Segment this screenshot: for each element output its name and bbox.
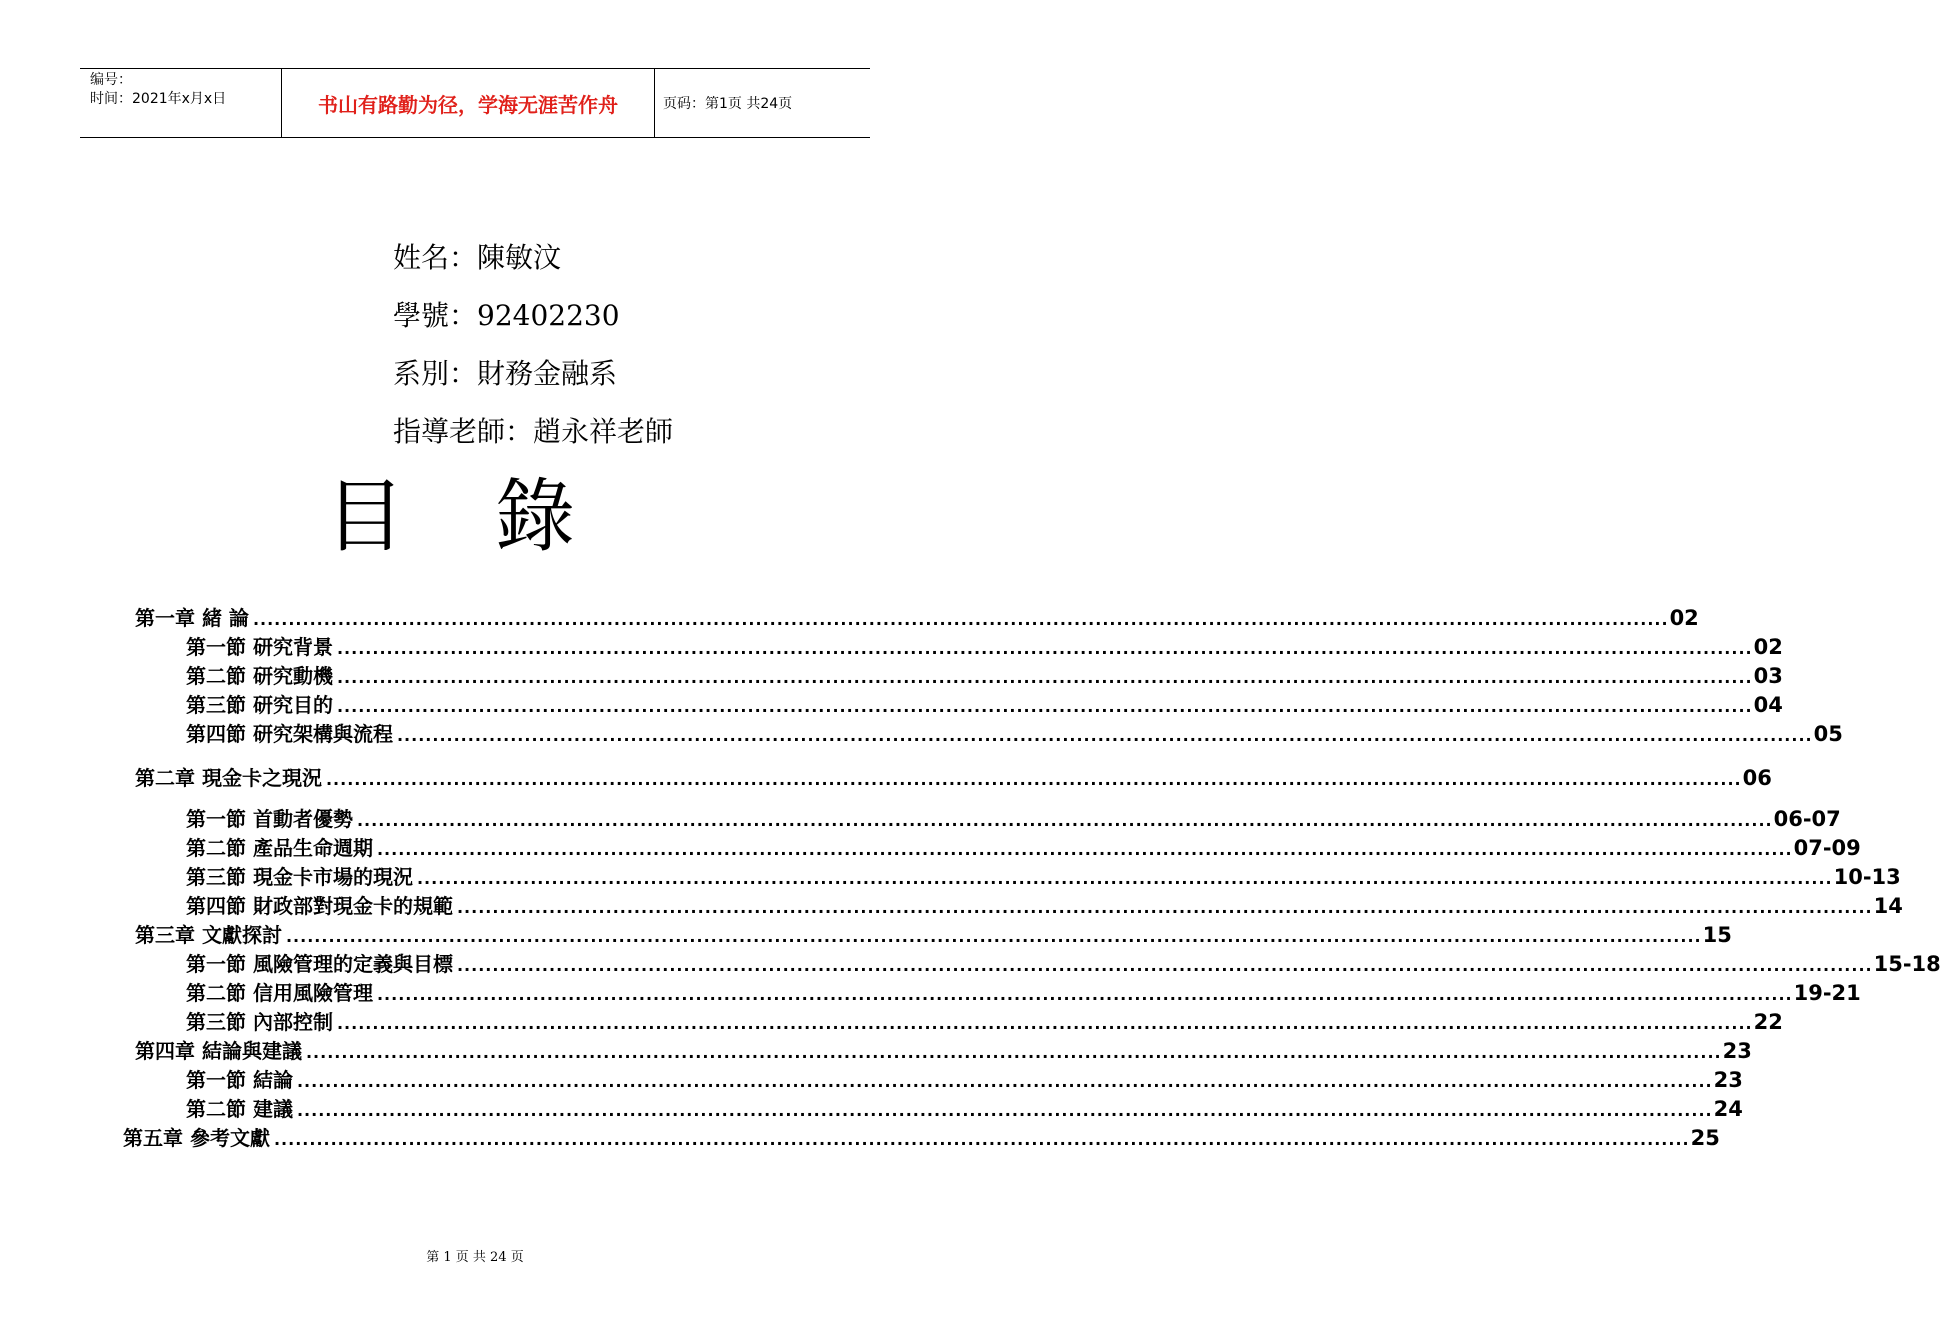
toc-entry — [186, 832, 1861, 860]
header-meta-cell — [80, 69, 282, 137]
toc-entry-title: 第二章 現金卡之現況 — [135, 766, 322, 790]
toc-entry — [135, 762, 1772, 790]
header-page-label: 页码：第1页 共24页 — [663, 96, 793, 112]
toc-entry-page: 06 — [1742, 766, 1772, 790]
toc-entry-title: 第二節 信用風險管理 — [186, 981, 373, 1005]
toc-entry-title: 第三節 現金卡市場的現況 — [186, 865, 413, 889]
toc-entry-page: 15-18 — [1873, 952, 1941, 976]
toc-entry-page: 04 — [1753, 693, 1783, 717]
toc-entry-title: 第三節 內部控制 — [186, 1010, 333, 1034]
toc-entry-page: 02 — [1753, 635, 1783, 659]
toc-entry-page: 02 — [1669, 606, 1699, 630]
toc-leader-dots: ........................................................................................................................................................................................................ — [296, 1101, 1713, 1120]
toc-leader-dots: ........................................................................................................................................................................................................ — [305, 1043, 1722, 1062]
toc-entry — [186, 977, 1861, 1005]
toc-entry-title: 第四節 研究架構與流程 — [186, 722, 393, 746]
toc-entry-page: 07-09 — [1793, 836, 1861, 860]
toc-entry-page: 23 — [1713, 1068, 1743, 1092]
toc-entry — [186, 861, 1901, 889]
toc-leader-dots: ........................................................................................................................................................................................................ — [336, 1014, 1753, 1033]
toc-leader-dots: ........................................................................................................................................................................................................ — [336, 697, 1753, 716]
toc-leader-dots: ........................................................................................................................................................................................................ — [336, 639, 1753, 658]
toc-entry — [186, 1006, 1783, 1034]
page-header — [80, 68, 870, 138]
toc-leader-dots: ........................................................................................................................................................................................................ — [296, 1072, 1713, 1091]
toc-entry-page: 15 — [1702, 923, 1732, 947]
toc-entry-page: 05 — [1813, 722, 1843, 746]
toc-entry-title: 第一節 結論 — [186, 1068, 293, 1092]
toc-entry-page: 10-13 — [1833, 865, 1901, 889]
toc-leader-dots: ........................................................................................................................................................................................................ — [376, 840, 1793, 859]
toc-leader-dots: ........................................................................................................................................................................................................ — [416, 869, 1833, 888]
toc-entry — [186, 689, 1783, 717]
toc-leader-dots: ........................................................................................................................................................................................................ — [325, 770, 1742, 789]
toc-entry — [186, 948, 1941, 976]
toc-entry-title: 第二節 產品生命週期 — [186, 836, 373, 860]
toc-leader-dots: ........................................................................................................................................................................................................ — [456, 898, 1873, 917]
toc-entry-page: 25 — [1690, 1126, 1720, 1150]
department: 系別：財務金融系 — [393, 357, 618, 390]
toc-entry — [186, 631, 1783, 659]
toc-entry-title: 第一節 首動者優勢 — [186, 807, 353, 831]
toc-entry — [186, 660, 1783, 688]
toc-entry-title: 第三章 文獻探討 — [135, 923, 282, 947]
toc-entry — [186, 1093, 1743, 1121]
header-motto: 书山有路勤为径，学海无涯苦作舟 — [282, 69, 655, 137]
toc-entry-title: 第四章 結論與建議 — [135, 1039, 302, 1063]
number-label: 编号： — [90, 72, 132, 88]
toc-entry-title: 第三節 研究目的 — [186, 693, 333, 717]
toc-entry-title: 第四節 財政部對現金卡的規範 — [186, 894, 453, 918]
toc-entry-page: 06-07 — [1773, 807, 1841, 831]
toc-leader-dots: ........................................................................................................................................................................................................ — [285, 927, 1702, 946]
toc-entry-page: 19-21 — [1793, 981, 1861, 1005]
toc-leader-dots: ........................................................................................................................................................................................................ — [376, 985, 1793, 1004]
toc-leader-dots: ........................................................................................................................................................................................................ — [396, 726, 1813, 745]
toc-entry — [186, 718, 1843, 746]
toc-entry-title: 第二節 建議 — [186, 1097, 293, 1121]
toc-entry-page: 14 — [1873, 894, 1903, 918]
toc-entry-title: 第五章 參考文獻 — [123, 1126, 270, 1150]
toc-entry-page: 03 — [1753, 664, 1783, 688]
toc-entry-title: 第一節 風險管理的定義與目標 — [186, 952, 453, 976]
toc-entry-title: 第一節 研究背景 — [186, 635, 333, 659]
toc-entry-page: 24 — [1713, 1097, 1743, 1121]
toc-entry-page: 23 — [1722, 1039, 1752, 1063]
time-label: 时间：2021年x月x日 — [90, 91, 227, 107]
toc-entry — [135, 602, 1699, 630]
toc-entry-title: 第二節 研究動機 — [186, 664, 333, 688]
toc-entry — [135, 1035, 1752, 1063]
toc-entry — [123, 1122, 1720, 1150]
toc-entry-title: 第一章 緒 論 — [135, 606, 249, 630]
toc-entry — [186, 803, 1841, 831]
page-footer: 第 1 页 共 24 页 — [426, 1250, 524, 1265]
toc-leader-dots: ........................................................................................................................................................................................................ — [273, 1130, 1690, 1149]
toc-leader-dots: ........................................................................................................................................................................................................ — [356, 811, 1773, 830]
student-id: 學號：92402230 — [393, 299, 620, 332]
toc-entry-page: 22 — [1753, 1010, 1783, 1034]
student-name: 姓名：陳敏汶 — [393, 241, 562, 274]
advisor: 指導老師：趙永祥老師 — [393, 415, 674, 448]
toc-title: 目錄 — [325, 470, 665, 563]
toc-leader-dots: ........................................................................................................................................................................................................ — [456, 956, 1873, 975]
toc-entry — [186, 890, 1903, 918]
toc-leader-dots: ........................................................................................................................................................................................................ — [252, 610, 1669, 629]
toc-entry — [186, 1064, 1743, 1092]
toc-entry — [135, 919, 1732, 947]
toc-leader-dots: ........................................................................................................................................................................................................ — [336, 668, 1753, 687]
